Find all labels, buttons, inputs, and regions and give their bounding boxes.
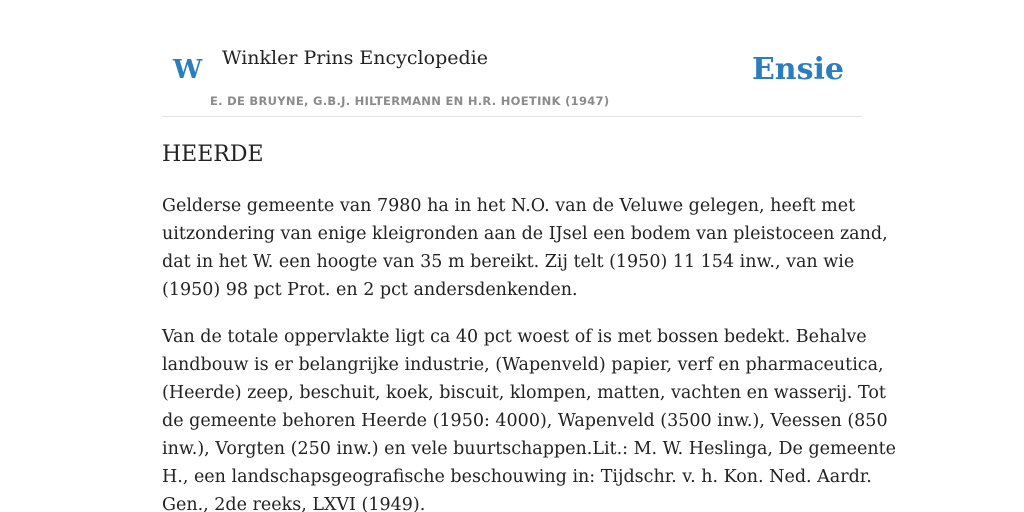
paragraph-line: landbouw is er belangrijke industrie, (Wapenveld) papier, verf en pharmaceutica, bbox=[162, 355, 884, 375]
paragraph-line: Gelderse gemeente van 7980 ha in het N.O. van de Veluwe gelegen, heeft met bbox=[162, 196, 856, 216]
paragraph-line: Van de totale oppervlakte ligt ca 40 pct woest of is met bossen bedekt. Behalve bbox=[162, 327, 867, 347]
paragraph-line: inw.), Vorgten (250 inw.) en vele buurtschappen.Lit.: M. W. Heslinga, De gemeente bbox=[162, 439, 897, 459]
paragraph-line: Gen., 2de reeks, LXVI (1949). bbox=[162, 495, 426, 512]
paragraph-line: uitzondering van enige kleigronden aan de IJsel een bodem van pleistoceen zand, bbox=[162, 224, 888, 244]
ensie-logo-link[interactable]: Ensie bbox=[751, 52, 844, 87]
publication-title-link[interactable]: Winkler Prins Encyclopedie bbox=[222, 47, 488, 69]
paragraph-line: H., een landschapsgeografische beschouwing in: Tijdschr. v. h. Kon. Ned. Aardr. bbox=[162, 467, 872, 487]
paragraph-line: dat in het W. een hoogte van 35 m bereikt. Zij telt (1950) 11 154 inw., van wie bbox=[162, 252, 855, 272]
paragraph-line: de gemeente behoren Heerde (1950: 4000), Wapenveld (3500 inw.), Veessen (850 bbox=[162, 411, 888, 431]
site-header bbox=[162, 40, 862, 117]
publication-logo-icon[interactable]: W bbox=[173, 55, 203, 85]
paragraph-line: (Heerde) zeep, beschuit, koek, biscuit, klompen, matten, vachten en wasserij. Tot bbox=[162, 383, 886, 403]
entry-paragraph bbox=[162, 192, 888, 304]
paragraph-line: (1950) 98 pct Prot. en 2 pct andersdenkenden. bbox=[162, 280, 578, 300]
entry-body bbox=[162, 192, 897, 512]
entry-title: HEERDE bbox=[162, 142, 264, 167]
publication-authors: E. DE BRUYNE, G.B.J. HILTERMANN EN H.R. HOETINK (1947) bbox=[210, 94, 610, 108]
entry-paragraph bbox=[162, 323, 897, 512]
